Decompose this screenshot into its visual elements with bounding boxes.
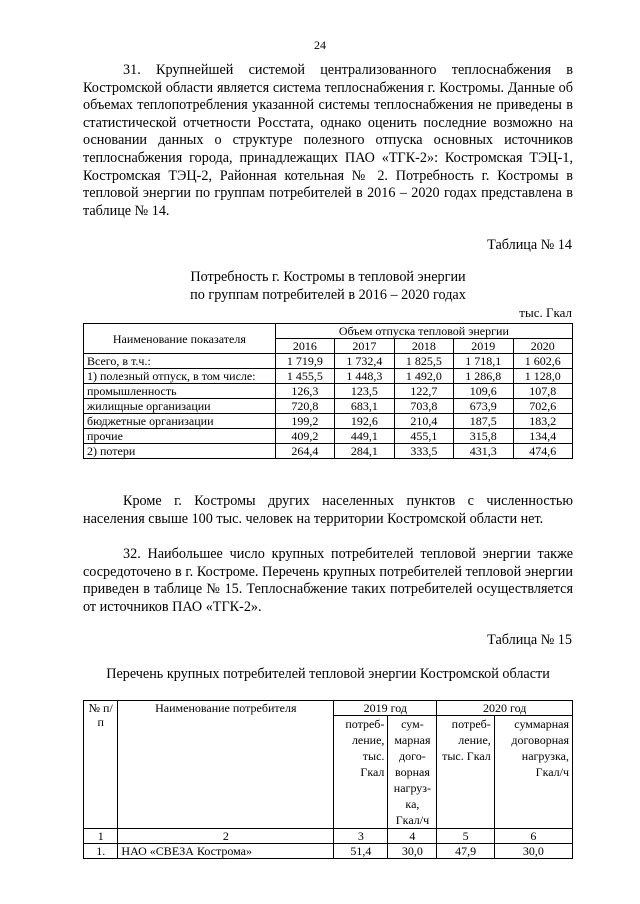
load-2020: 30,0 xyxy=(494,844,572,859)
cell-value: 284,1 xyxy=(335,444,394,459)
table-15-header-row xyxy=(84,701,573,716)
year-2016: 2016 xyxy=(275,339,334,354)
cell-value: 134,4 xyxy=(513,429,572,444)
header-num: № п/п xyxy=(84,701,118,829)
cell-value: 1 455,5 xyxy=(275,369,334,384)
cell-value: 192,6 xyxy=(335,414,394,429)
col-number: 5 xyxy=(437,829,494,844)
table-row xyxy=(84,414,573,429)
table-row xyxy=(84,429,573,444)
col-number: 3 xyxy=(334,829,388,844)
cell-value: 1 602,6 xyxy=(513,354,572,369)
cell-value: 409,2 xyxy=(275,429,334,444)
cell-value: 333,5 xyxy=(394,444,453,459)
cell-value: 122,7 xyxy=(394,384,453,399)
cell-value: 1 286,8 xyxy=(454,369,513,384)
paragraph-kostroma xyxy=(83,493,573,528)
header-consumption-2019: потреб-ление, тыс. Гкал xyxy=(334,716,388,829)
header-load-2019: сум-марная дого-ворная нагруз-ка, Гкал/ч xyxy=(388,716,437,829)
year-2020: 2020 xyxy=(513,339,572,354)
cell-value: 455,1 xyxy=(394,429,453,444)
paragraph-32-text: 32. Наибольшее число крупных потребителей тепловой энергии также сосредоточено в г. Костроме. Перечень крупных потребителей тепловой энергии приведен в таблице № 15. Теплоснабжение таких потребителей осуществляется от источников ПАО «ТГК-2». xyxy=(83,546,573,615)
cell-value: 1 732,4 xyxy=(335,354,394,369)
row-name: бюджетные организации xyxy=(84,414,276,429)
table-15-caption: Таблица № 15 xyxy=(487,632,572,648)
row-name: промышленность xyxy=(84,384,276,399)
cell-value: 702,6 xyxy=(513,399,572,414)
consumer-name: НАО «СВЕЗА Кострома» xyxy=(118,844,334,859)
table-15-title: Перечень крупных потребителей тепловой энергии Костромской области xyxy=(106,666,550,682)
header-2019: 2019 год xyxy=(334,701,437,716)
cell-value: 126,3 xyxy=(275,384,334,399)
header-2020: 2020 год xyxy=(437,701,573,716)
load-2019: 30,0 xyxy=(388,844,437,859)
col-number: 4 xyxy=(388,829,437,844)
cell-value: 1 492,0 xyxy=(394,369,453,384)
cell-value: 703,8 xyxy=(394,399,453,414)
consumption-2020: 47,9 xyxy=(437,844,494,859)
cell-value: 1 719,9 xyxy=(275,354,334,369)
year-2017: 2017 xyxy=(335,339,394,354)
row-name: Всего, в т.ч.: xyxy=(84,354,276,369)
paragraph-32 xyxy=(83,546,573,616)
table-15-column-numbers xyxy=(84,829,573,844)
table-14-title-line1: Потребность г. Костромы в тепловой энергии xyxy=(190,269,466,285)
cell-value: 1 448,3 xyxy=(335,369,394,384)
paragraph-31 xyxy=(83,62,573,220)
cell-value: 107,8 xyxy=(513,384,572,399)
table-row xyxy=(84,844,573,859)
table-row xyxy=(84,444,573,459)
year-2018: 2018 xyxy=(394,339,453,354)
table-14-caption: Таблица № 14 xyxy=(487,237,572,253)
cell-value: 183,2 xyxy=(513,414,572,429)
table-14-title xyxy=(83,268,573,304)
cell-value: 109,6 xyxy=(454,384,513,399)
header-consumption-2020: потреб-ление, тыс. Гкал xyxy=(437,716,494,829)
row-num: 1. xyxy=(84,844,118,859)
cell-value: 1 718,1 xyxy=(454,354,513,369)
table-15 xyxy=(83,700,573,859)
cell-value: 1 128,0 xyxy=(513,369,572,384)
paragraph-31-text: 31. Крупнейшей системой централизованного теплоснабжения в Костромской области является система теплоснабжения г. Костромы. Данные об объемах теплопотребления указанной системы теплоснабжения не приведены в статистической отчетности Росстата, однако оценить последние возможно на основании данных о структуре полезного отпуска основных источников теплоснабжения города, принадлежащих ПАО «ТГК-2»: Костромская ТЭЦ-1, Костромская ТЭЦ-2, Районная котельная № 2. Потребность г. Костромы в тепловой энергии по группам потребителей в 2016 – 2020 годах представлена в таблице № 14. xyxy=(83,62,573,219)
table-row xyxy=(84,399,573,414)
table-row xyxy=(84,384,573,399)
cell-value: 187,5 xyxy=(454,414,513,429)
table-row xyxy=(84,354,573,369)
cell-value: 449,1 xyxy=(335,429,394,444)
table-14-title-line2: по группам потребителей в 2016 – 2020 годах xyxy=(190,287,466,303)
cell-value: 673,9 xyxy=(454,399,513,414)
header-volume-group: Объем отпуска тепловой энергии xyxy=(275,324,572,339)
col-number: 6 xyxy=(494,829,572,844)
header-indicator-name: Наименование показателя xyxy=(84,324,276,354)
col-number: 1 xyxy=(84,829,118,844)
cell-value: 683,1 xyxy=(335,399,394,414)
cell-value: 474,6 xyxy=(513,444,572,459)
cell-value: 1 825,5 xyxy=(394,354,453,369)
header-load-2020: суммарная договорная нагрузка, Гкал/ч xyxy=(494,716,572,829)
col-number: 2 xyxy=(118,829,334,844)
table-row xyxy=(84,369,573,384)
consumption-2019: 51,4 xyxy=(334,844,388,859)
cell-value: 264,4 xyxy=(275,444,334,459)
row-name: 2) потери xyxy=(84,444,276,459)
cell-value: 199,2 xyxy=(275,414,334,429)
row-name: 1) полезный отпуск, в том числе: xyxy=(84,369,276,384)
cell-value: 720,8 xyxy=(275,399,334,414)
row-name: прочие xyxy=(84,429,276,444)
cell-value: 315,8 xyxy=(454,429,513,444)
cell-value: 431,3 xyxy=(454,444,513,459)
header-consumer-name: Наименование потребителя xyxy=(118,701,334,829)
row-name: жилищные организации xyxy=(84,399,276,414)
cell-value: 123,5 xyxy=(335,384,394,399)
paragraph-kostroma-text: Кроме г. Костромы других населенных пунктов с численностью населения свыше 100 тыс. человек на территории Костромской области нет. xyxy=(83,493,573,527)
year-2019: 2019 xyxy=(454,339,513,354)
page-number: 24 xyxy=(314,38,326,52)
cell-value: 210,4 xyxy=(394,414,453,429)
table-14-header-row xyxy=(84,324,573,339)
table-14-units: тыс. Гкал xyxy=(519,305,572,320)
table-14 xyxy=(83,323,573,459)
